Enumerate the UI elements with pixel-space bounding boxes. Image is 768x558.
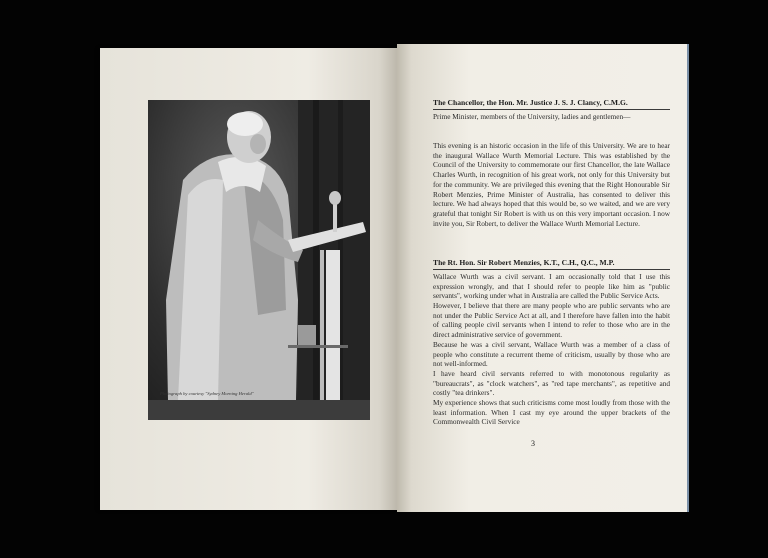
- photo-caption: Photograph by courtesy "Sydney Morning Herald": [160, 391, 254, 396]
- section-heading-chancellor: The Chancellor, the Hon. Mr. Justice J. S. J. Clancy, C.M.G.: [433, 98, 628, 107]
- paragraph: Wallace Wurth was a civil servant. I am occasionally told that I use this expression wrongly, and that I should refer to people like him as "public servants", working under what in Australia are called the Public Service Acts.: [433, 272, 670, 301]
- speaker-illustration: [148, 100, 370, 420]
- paragraph: Prime Minister, members of the University, ladies and gentlemen—: [433, 112, 631, 121]
- paragraph: However, I believe that there are many people who are public servants who are not under the Public Service Act at all, and I therefore have fallen into the habit of calling people civil servants when I intend to refer to those who are in the direct administrative service of government.: [433, 301, 670, 340]
- speaker-photograph: [148, 100, 370, 420]
- paragraph: My experience shows that such criticisms come most loudly from those with the least information. When I cast my eye around the upper brackets of the Commonwealth Civil Service: [433, 398, 670, 427]
- section-heading-menzies: The Rt. Hon. Sir Robert Menzies, K.T., C.H., Q.C., M.P.: [433, 258, 615, 267]
- heading-rule: [433, 109, 670, 110]
- page-number: 3: [531, 439, 535, 448]
- paragraph: I have heard civil servants referred to with monotonous regularity as "bureaucrats", as "clock watchers", as "red tape merchants", as repetitive and costly "tea drinkers".: [433, 369, 670, 398]
- heading-rule: [433, 269, 670, 270]
- paragraph: This evening is an historic occasion in the life of this University. We are to hear the inaugural Wallace Wurth Memorial Lecture. This was established by the Council of the University to commemorate our first Chancellor, the late Wallace Charles Wurth, in recognition of his great work, not only for this University but for the community. We are privileged this evening that the Right Honourable Sir Robert Menzies, Prime Minister of Australia, has consented to deliver this lecture. We had always hoped that this would be, so we waited, and we are very grateful that tonight Sir Robert is with us on this very important occasion. I now invite you, Sir Robert, to deliver the Wallace Wurth Memorial Lecture.: [433, 141, 670, 228]
- paragraph: Because he was a civil servant, Wallace Wurth was a member of a class of people who constitute a recurrent theme of criticism, usually by those who are not well-informed.: [433, 340, 670, 369]
